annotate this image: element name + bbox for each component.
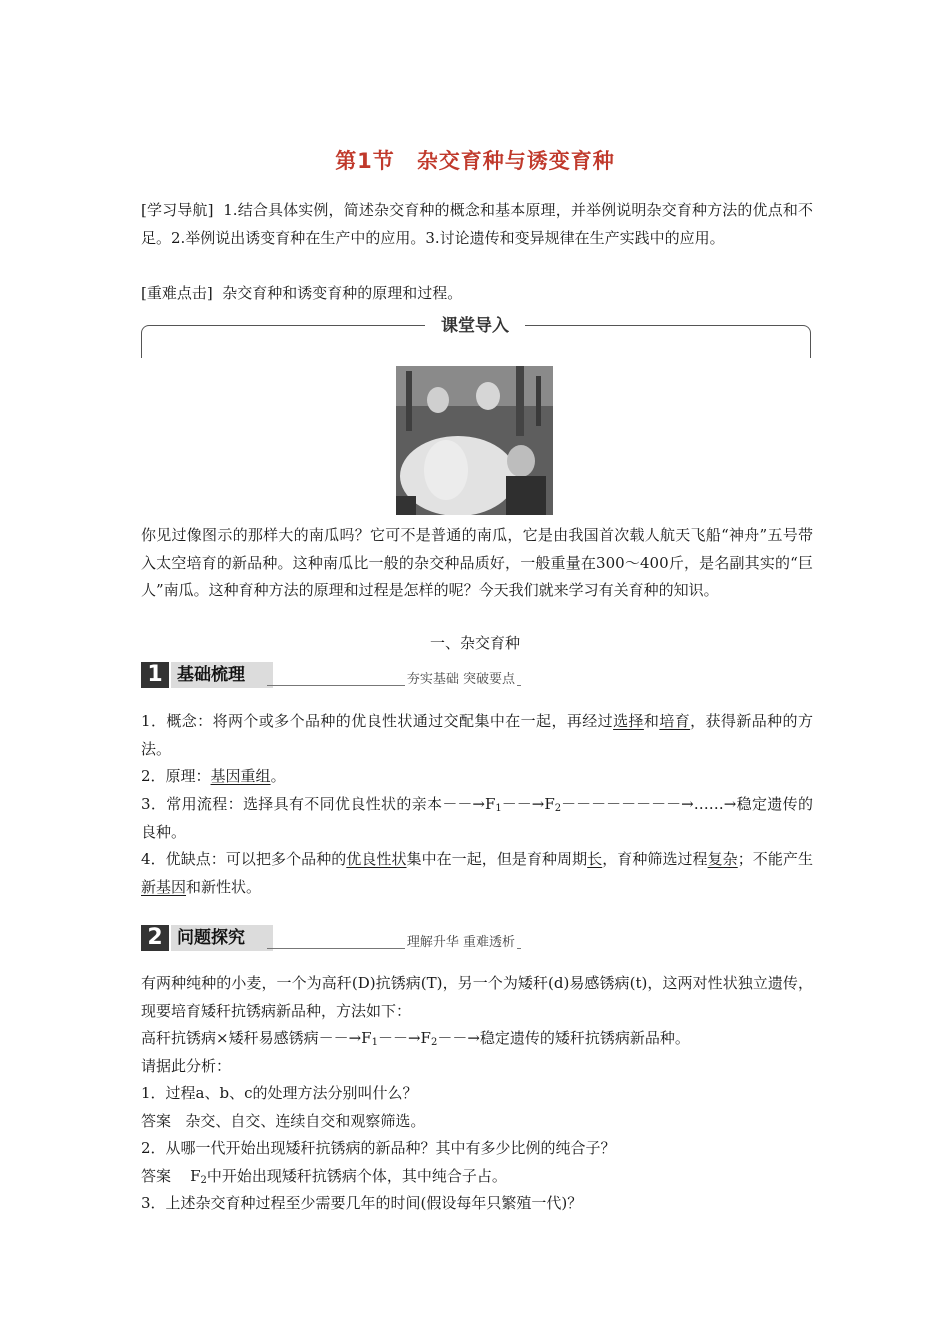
pros-cons-item: 4．优缺点：可以把多个品种的优良性状集中在一起，但是育种周期长，育种筛选过程复杂；不能产生新基因和新性状。	[141, 850, 813, 896]
intro-paragraph: 你见过像图示的那样大的南瓜吗？它可不是普通的南瓜，它是由我国首次载人航天飞船“神舟”五号带入太空培育的新品种。这种南瓜比一般的杂交种品质好，一般重量在300～400斤，是名副其实的“巨人”南瓜。这种育种方法的原理和过程是怎样的呢？今天我们就来学习有关育种的知识。	[141, 526, 813, 599]
basics-number: 1	[141, 662, 169, 688]
answer-1: 答案 杂交、自交、连续自交和观察筛选。	[141, 1112, 426, 1130]
inquiry-header	[141, 925, 521, 953]
question-2: 2．从哪一代开始出现矮秆抗锈病的新品种？其中有多少比例的纯合子？	[141, 1139, 616, 1157]
pumpkin-photo	[396, 366, 553, 515]
basics-subtitle: 夯实基础 突破要点	[405, 668, 517, 687]
learning-guide: [学习导航] 1.结合具体实例，简述杂交育种的概念和基本原理，并举例说明杂交育种方法的优点和不足。2.举例说出诱变育种在生产中的应用。3.讨论遗传和变异规律在生产实践中的应用。	[141, 201, 813, 247]
section-heading-hybrid: 一、杂交育种	[429, 634, 520, 652]
inquiry-number: 2	[141, 925, 169, 951]
inquiry-title: 问题探究	[171, 925, 273, 951]
page-title: 第1节 杂交育种与诱变育种	[335, 149, 615, 173]
process-item: 3．常用流程：选择具有不同优良性状的亲本$--\to F_1--\to F_2--------\to\dots\dots\to$稳定遗传的良种。	[141, 795, 813, 841]
concept-item: 1．概念：将两个或多个品种的优良性状通过交配集中在一起，再经过选择和培育，获得新品种的方法。	[141, 712, 813, 758]
key-points: [重难点击] 杂交育种和诱变育种的原理和过程。	[141, 284, 463, 302]
question-1: 1．过程a、b、c的处理方法分别叫什么？	[141, 1084, 418, 1102]
inquiry-prompt: 请据此分析：	[141, 1057, 232, 1075]
question-3: 3．上述杂交育种过程至少需要几年的时间(假设每年只繁殖一代)？	[141, 1194, 583, 1212]
basics-title: 基础梳理	[171, 662, 273, 688]
inquiry-subtitle: 理解升华 重难透析	[405, 931, 517, 950]
answer-2: 答案 $F_2$中开始出现矮秆抗锈病个体，其中纯合子占。	[141, 1167, 507, 1186]
intro-box-label: 课堂导入	[425, 312, 525, 340]
principle-item: 2．原理：基因重组。	[141, 767, 286, 785]
inquiry-problem: 有两种纯种的小麦，一个为高秆(D)抗锈病(T)，另一个为矮秆(d)易感锈病(t)，这两对性状独立遗传，现要培育矮秆抗锈病新品种，方法如下：	[141, 974, 813, 1020]
basics-header	[141, 662, 521, 690]
inquiry-flow: 高秆抗锈病×矮秆易感锈病$--\to F_1--\to F_2--\to$稳定遗传的矮秆抗锈病新品种。	[141, 1029, 690, 1048]
